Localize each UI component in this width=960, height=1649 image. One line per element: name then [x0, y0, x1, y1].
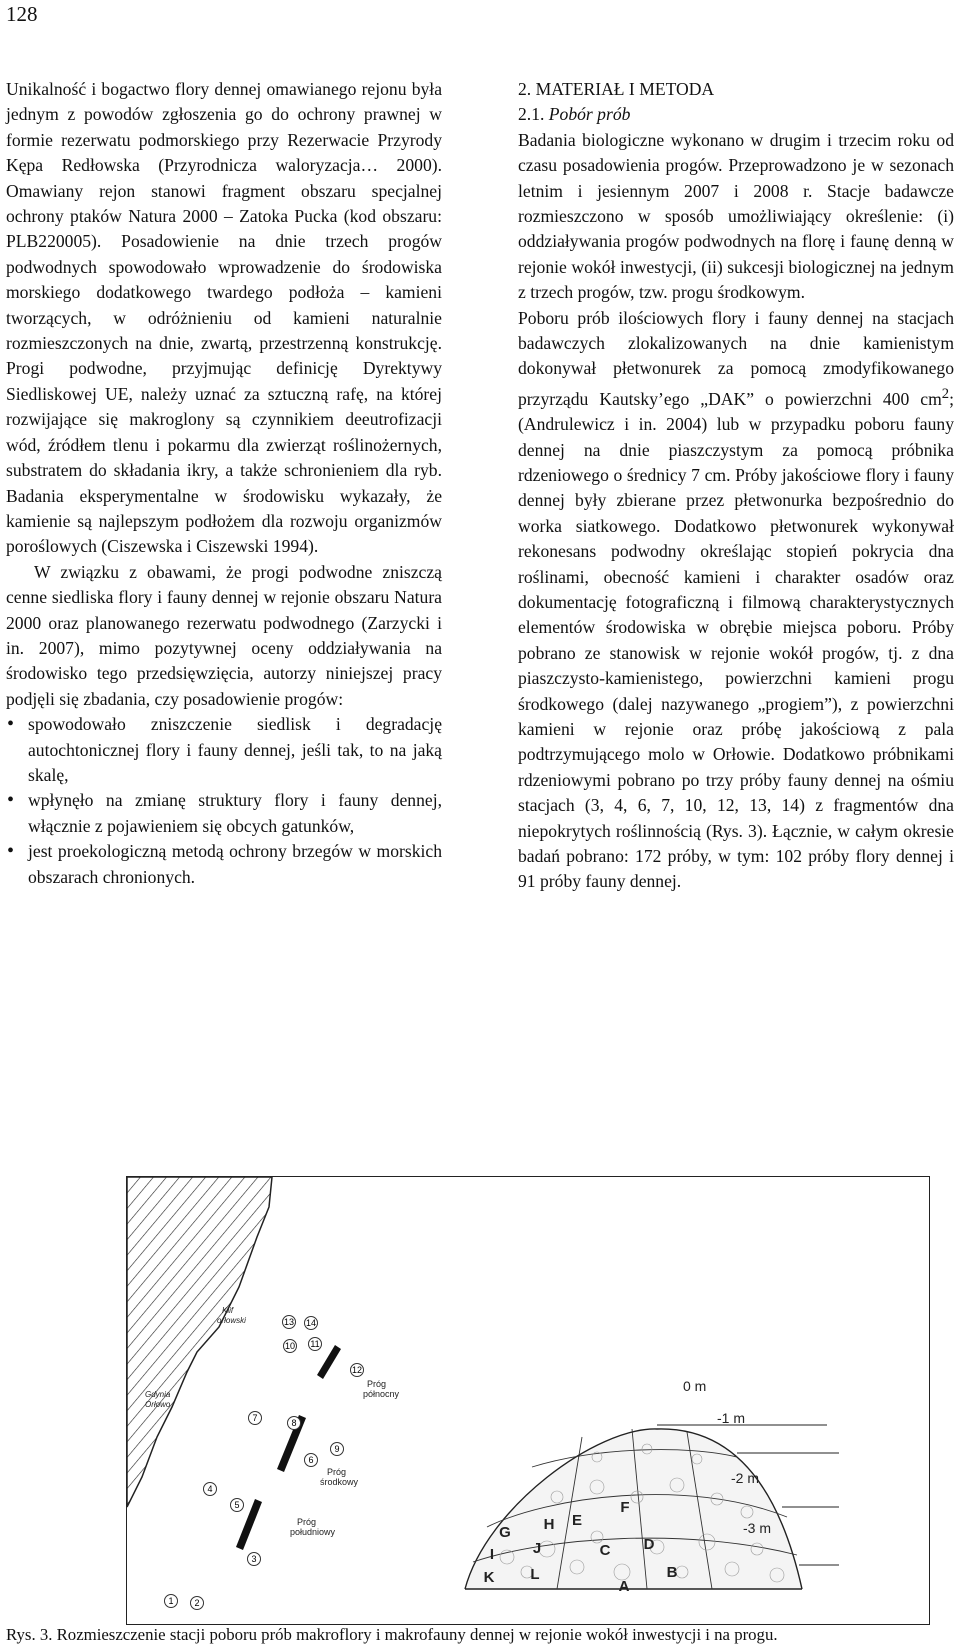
station-map-svg [127, 1177, 930, 1625]
zone-label: I [489, 1546, 495, 1563]
label-klif-2: orłowski [217, 1316, 246, 1325]
section-heading: 2. MATERIAŁ I METODA [518, 79, 715, 99]
list-item: • spowodowało zniszczenie siedlisk i degradację autochtonicznej flory i fauny dennej, jeśli tak, to na jaką skalę, [6, 712, 442, 788]
zone-label: B [666, 1564, 678, 1581]
station-label: 1 [168, 1596, 174, 1606]
station-map-figure [126, 1176, 930, 1625]
subsection-number: 2.1. [518, 104, 545, 125]
label-gdynia: Gdynia [145, 1390, 171, 1399]
right-paragraph-2-text-a: Poboru prób ilościowych flory i fauny dennej na stacjach badawczych zlokalizowanych na dnie kamienistym dokonywał płetwonurek za pomocą zmodyfikowanego przyrządu Kautsky’ego „DAK” o powierzchni 400 cm [518, 307, 954, 409]
zone-label: C [599, 1542, 611, 1559]
station-label: 4 [207, 1484, 213, 1494]
zone-label: K [483, 1569, 495, 1586]
zone-label: D [643, 1536, 655, 1553]
station-label: 9 [334, 1444, 340, 1454]
subsection-title: Pobór prób [548, 104, 631, 125]
zone-label: H [543, 1516, 555, 1533]
left-column [6, 77, 442, 890]
depth-1: -1 m [717, 1410, 745, 1426]
label-klif: Klif [222, 1306, 234, 1315]
station-label: 3 [251, 1554, 257, 1564]
zone-label: G [499, 1524, 511, 1541]
zone-label: J [532, 1540, 542, 1557]
label-prog-polnocny: Próg [367, 1379, 387, 1389]
zone-label: E [571, 1512, 583, 1529]
label-prog-srodkowy-2: środkowy [320, 1477, 359, 1487]
right-paragraph-1: Badania biologiczne wykonano w drugim i trzecim roku od czasu posadowienia progów. Przeprowadzono je w sezonach letnim i jesiennym 2007 i 2008 r. Stacje badawcze rozmieszczono w sposób umożliwiający określenie: (i) oddziaływania progów podwodnych na florę i faunę denną w rejonie wokół inwestycji, (ii) sukcesji biologicznej na jednym z trzech progów, tzw. progu środkowym. [518, 129, 954, 303]
zone-label: A [618, 1578, 630, 1595]
station-label: 6 [308, 1455, 314, 1465]
station-label: 13 [283, 1317, 295, 1327]
station-label: 7 [252, 1413, 258, 1423]
depth-0: 0 m [683, 1378, 707, 1394]
list-item: • wpłynęło na zmianę struktury flory i fauny dennej, włącznie z pojawieniem się obcych gatunków, [6, 788, 442, 839]
right-paragraph-2-text-b: ; (Andrulewicz i in. 2004) lub w przypadku poboru fauny dennej na dnie piaszczystym za pomocą próbnika rdzeniowego o średnicy 7 cm. Próby jakościowe flory i fauny dennej były zbierane przez płetwonurka bezpośrednio do worka siatkowego. Dodatkowo płetwonurek wykonywał rekonesans podwodny określając stopień pokrycia dna roślinami, obecność kamieni i charakter osadów oraz dokumentację fotograficzną i filmową charakterystycznych elementów środowiska w obrębie miejsca poboru. Próby pobrano ze stanowisk w rejonie wokół progów, tj. z dna piaszczysto-kamienistego, powierzchni kamieni progu środkowego (dalej nazywanego „progiem”), z powierzchni kamieni w rejonie oraz próbę jakościową z pala podtrzymującego molo w Orłowie. Dodatkowo próbnikami rdzeniowymi pobrano po trzy próby fauny dennej na ośmiu stacjach (3, 4, 6, 7, 10, 12, 13, 14) z fragmentów dna niepokrytych roślinnością (Rys. 3). Łącznie, w całym okresie badań pobrano: 172 próby, w tym: 102 próby flory dennej i 91 próby fauny dennej. [518, 388, 954, 892]
figure-caption: Rys. 3. Rozmieszczenie stacji poboru prób makroflory i makrofauny dennej w rejonie wokół inwestycji i na progu. [6, 1625, 778, 1644]
research-questions-list [6, 712, 442, 890]
depth-2: -2 m [731, 1470, 759, 1486]
station-label: 12 [351, 1365, 363, 1375]
station-label: 5 [234, 1500, 240, 1510]
label-prog-poludniowy-2: południowy [290, 1527, 336, 1537]
label-prog-poludniowy: Próg [297, 1517, 317, 1527]
left-paragraph-2: W związku z obawami, że progi podwodne zniszczą cenne siedliska flory i fauny dennej w rejonie obszaru Natura 2000 oraz planowanego rezerwatu podwodnego (Zarzycki i in. 2007), mimo pozytywnej oceny oddziaływania na środowisko tego przedsięwzięcia, autorzy niniejszej pracy podjęli się zbadania, czy posadowienie progów: [6, 561, 442, 709]
label-orlowo: Orłowo [145, 1400, 171, 1409]
label-prog-srodkowy: Próg [327, 1467, 347, 1477]
coastline-land [127, 1177, 272, 1507]
station-label: 14 [305, 1318, 317, 1328]
station-label: 2 [194, 1598, 200, 1608]
subsection-heading [518, 102, 954, 127]
right-paragraph-2 [518, 306, 954, 895]
left-paragraph-1: Unikalność i bogactwo flory dennej omawianego rejonu była jednym z powodów zgłoszenia go do ochrony prawnej w formie rezerwatu podmorskiego przy Rezerwacie Przyrody Kępa Redłowska (Przyrodnicza waloryzacja… 2000). Omawiany rejon stanowi fragment obszaru specjalnej ochrony ptaków Natura 2000 – Zatoka Pucka (kod obszaru: PLB220005). Posadowienie na dnie trzech progów podwodnych spowodowało wprowadzenie do środowiska morskiego dodatkowego twardego podłoża – kamieni tworzących, w odróżnieniu od kamieni naturalnie rozmieszczonych na dnie, zwartą, przestrzenną konstrukcję. Progi podwodne, przyjmując definicję Dyrektywy Siedliskowej UE, należy uznać za sztuczną rafę, na której rozwijające się makroglony są czynnikiem deeutrofizacji wód, źródłem tlenu i pokarmu dla zwierząt roślinożernych, substratem do składania ikry, a także schronieniem dla ryb. Badania eksperymentalne w środowisku wykazały, że kamienie są najlepszym podłożem dla rozwoju organizmów poroślowych (Ciszewska i Ciszewski 1994). [6, 79, 442, 557]
right-column [518, 77, 954, 895]
zone-label: F [620, 1499, 630, 1516]
zone-label: L [530, 1566, 540, 1583]
list-item: • jest proekologiczną metodą ochrony brzegów w morskich obszarach chronionych. [6, 839, 442, 890]
station-label: 8 [291, 1418, 297, 1428]
label-prog-polnocny-2: północny [363, 1389, 400, 1399]
page-number: 128 [6, 2, 38, 26]
superscript-2: 2 [941, 385, 950, 402]
station-label: 10 [284, 1341, 296, 1351]
station-label: 11 [310, 1339, 320, 1349]
breakwater-northern [317, 1345, 341, 1379]
depth-3: -3 m [743, 1520, 771, 1536]
